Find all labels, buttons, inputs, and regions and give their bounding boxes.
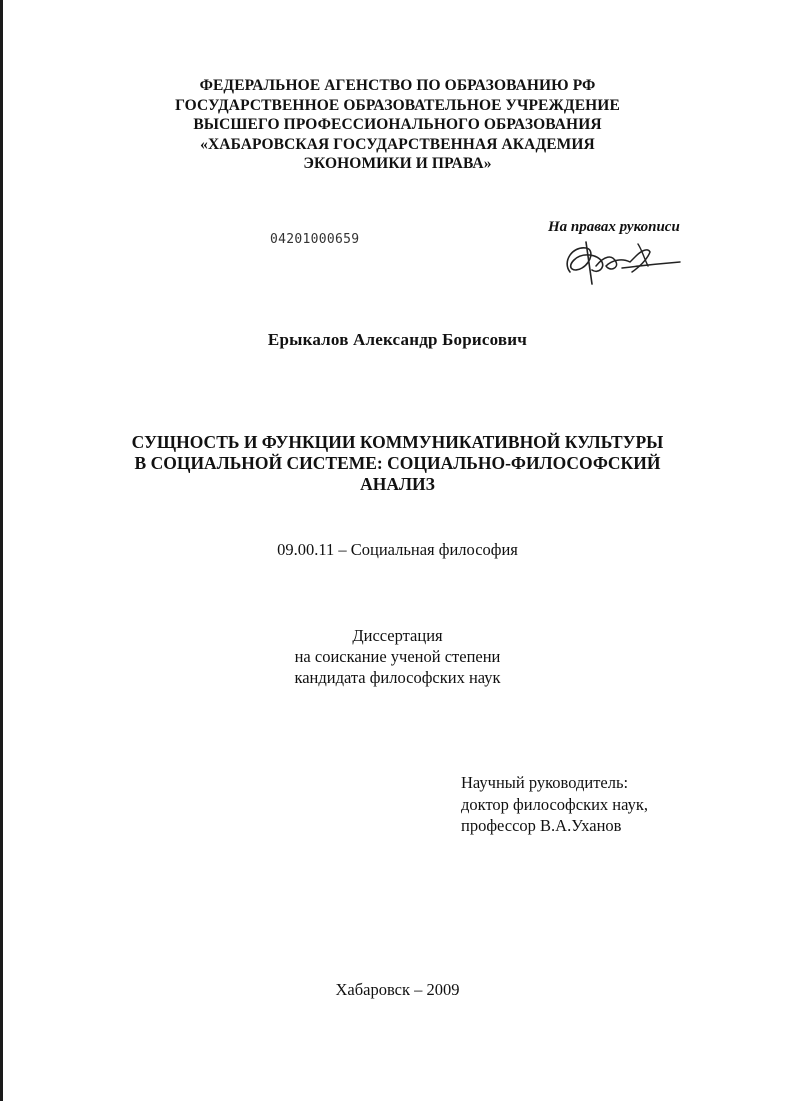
degree-line-1: Диссертация xyxy=(352,626,443,645)
city-year: Хабаровск – 2009 xyxy=(335,980,460,999)
degree-statement xyxy=(0,625,795,688)
supervisor-info xyxy=(461,772,648,837)
specialty-code: 09.00.11 – Социальная философия xyxy=(277,540,518,559)
title-line-2: В СОЦИАЛЬНОЙ СИСТЕМЕ: СОЦИАЛЬНО-ФИЛОСОФСКИЙ xyxy=(134,453,661,473)
title-line-3: АНАЛИЗ xyxy=(360,474,435,494)
header-line-4: «ХАБАРОВСКАЯ ГОСУДАРСТВЕННАЯ АКАДЕМИЯ xyxy=(200,135,595,153)
header-line-2: ГОСУДАРСТВЕННОЕ ОБРАЗОВАТЕЛЬНОЕ УЧРЕЖДЕНИЕ xyxy=(175,96,620,114)
header-line-5: ЭКОНОМИКИ И ПРАВА» xyxy=(303,155,492,172)
degree-line-3: кандидата философских наук xyxy=(294,668,501,687)
supervisor-line-2: доктор философских наук, xyxy=(461,794,648,814)
manuscript-note: На правах рукописи xyxy=(548,219,680,235)
title-line-1: СУЩНОСТЬ И ФУНКЦИИ КОММУНИКАТИВНОЙ КУЛЬТУРЫ xyxy=(131,432,664,452)
supervisor-line-3: профессор В.А.Уханов xyxy=(461,816,622,835)
author-name: Ерыкалов Александр Борисович xyxy=(267,330,528,349)
institution-header xyxy=(0,76,795,174)
degree-line-2: на соискание ученой степени xyxy=(294,647,501,666)
signature-icon xyxy=(552,232,692,290)
dissertation-title xyxy=(0,432,795,495)
header-line-3: ВЫСШЕГО ПРОФЕССИОНАЛЬНОГО ОБРАЗОВАНИЯ xyxy=(193,116,602,133)
inventory-number: 04201000659 xyxy=(270,232,360,247)
header-line-1: ФЕДЕРАЛЬНОЕ АГЕНСТВО ПО ОБРАЗОВАНИЮ РФ xyxy=(199,77,596,94)
supervisor-line-1: Научный руководитель: xyxy=(461,773,629,792)
